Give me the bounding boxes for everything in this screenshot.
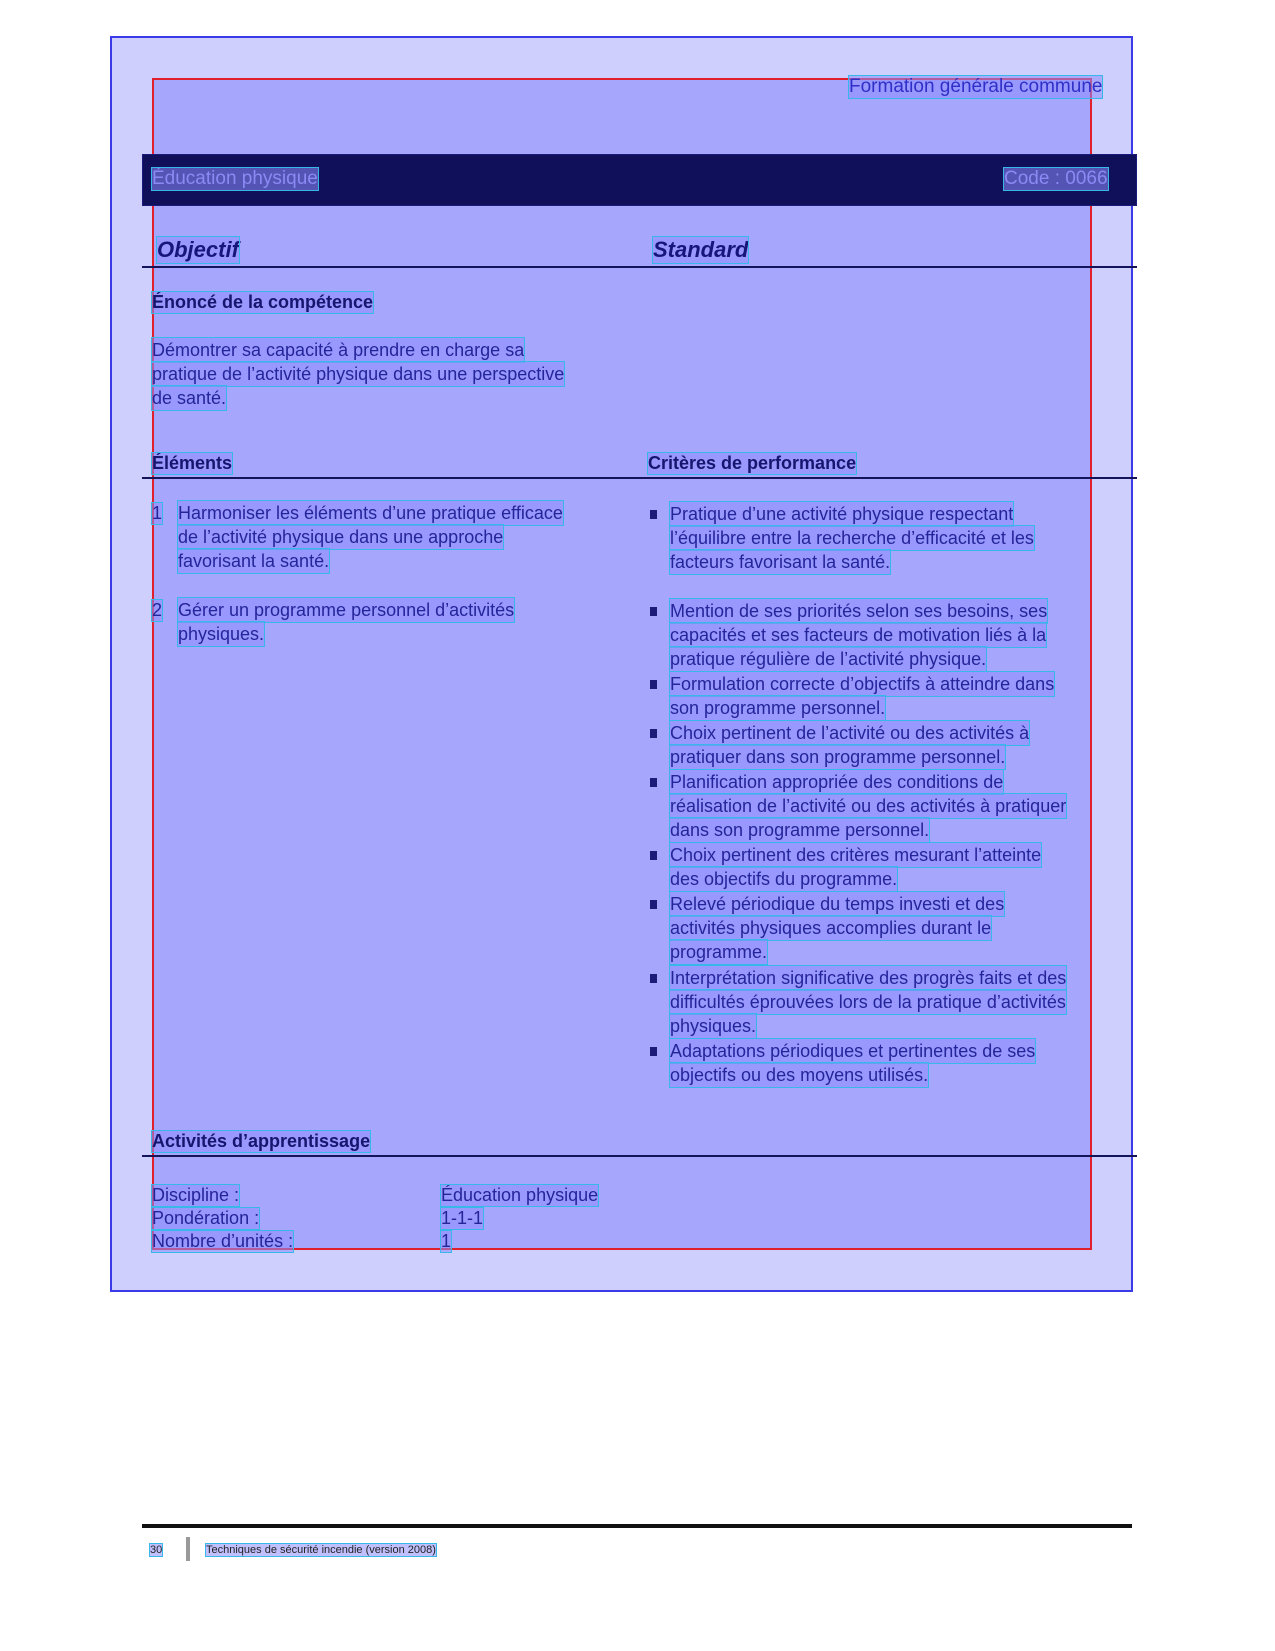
discipline-value: Éducation physique <box>441 1185 599 1205</box>
criterion-line: l’équilibre entre la recherche d’efficacité et les <box>670 528 1034 548</box>
bullet-icon <box>650 851 657 860</box>
element-line: Gérer un programme personnel d’activités <box>178 600 515 620</box>
criterion-item <box>670 721 1130 769</box>
criterion-line: dans son programme personnel. <box>670 820 930 840</box>
competency-line: Démontrer sa capacité à prendre en charge sa <box>152 340 525 360</box>
bullet-icon <box>650 900 657 909</box>
standard-heading: Standard <box>653 237 749 262</box>
criterion-line: Adaptations périodiques et pertinentes de ses <box>670 1041 1036 1061</box>
bullet-icon <box>650 510 657 519</box>
course-title: Éducation physique <box>152 168 318 189</box>
criterion-line: Mention de ses priorités selon ses besoins, ses <box>670 601 1048 621</box>
bullet-icon <box>650 680 657 689</box>
criterion-item <box>670 502 1130 574</box>
bullet-icon <box>650 1047 657 1056</box>
criterion-item <box>670 599 1130 671</box>
element-line: de l’activité physique dans une approche <box>178 527 504 547</box>
criterion-line: pratiquer dans son programme personnel. <box>670 747 1006 767</box>
criterion-line: difficultés éprouvées lors de la pratique d’activités <box>670 992 1066 1012</box>
bullet-icon <box>650 974 657 983</box>
criterion-line: objectifs ou des moyens utilisés. <box>670 1065 929 1085</box>
element-line: Harmoniser les éléments d’une pratique efficace <box>178 503 563 523</box>
criterion-item <box>670 672 1130 720</box>
weighting-label: Pondération : <box>152 1208 260 1228</box>
criterion-line: physiques. <box>670 1016 757 1036</box>
footer-rule <box>142 1524 1132 1528</box>
criterion-line: Choix pertinent des critères mesurant l’atteinte <box>670 845 1042 865</box>
bullet-icon <box>650 607 657 616</box>
criteria-heading: Critères de performance <box>648 453 857 473</box>
competency-text <box>152 338 632 410</box>
course-code: Code : 0066 <box>1004 168 1108 189</box>
criterion-line: Pratique d’une activité physique respectant <box>670 504 1014 524</box>
program-label: Formation générale commune <box>849 76 1103 97</box>
divider <box>142 1155 1137 1157</box>
criterion-line: capacités et ses facteurs de motivation liés à la <box>670 625 1047 645</box>
units-label: Nombre d’unités : <box>152 1231 294 1251</box>
criterion-line: facteurs favorisant la santé. <box>670 552 891 572</box>
criterion-item <box>670 770 1130 842</box>
element-line: favorisant la santé. <box>178 551 330 571</box>
element-item <box>178 501 658 573</box>
learning-heading: Activités d’apprentissage <box>152 1131 371 1151</box>
criterion-item <box>670 892 1130 964</box>
footer-separator <box>186 1537 190 1561</box>
criterion-item <box>670 1039 1130 1087</box>
competency-line: pratique de l’activité physique dans une perspective <box>152 364 565 384</box>
criterion-item <box>670 966 1130 1038</box>
bullet-icon <box>650 778 657 787</box>
element-line: physiques. <box>178 624 265 644</box>
competency-line: de santé. <box>152 388 227 408</box>
criterion-line: réalisation de l’activité ou des activités à pratiquer <box>670 796 1067 816</box>
divider <box>142 266 1137 268</box>
divider <box>142 477 1137 479</box>
criterion-line: Choix pertinent de l’activité ou des activités à <box>670 723 1030 743</box>
criterion-line: programme. <box>670 942 768 962</box>
bullet-icon <box>650 729 657 738</box>
criterion-line: Formulation correcte d’objectifs à atteindre dans <box>670 674 1055 694</box>
units-value: 1 <box>441 1231 452 1251</box>
criterion-line: des objectifs du programme. <box>670 869 898 889</box>
page-number: 30 <box>150 1544 163 1556</box>
criterion-line: Relevé périodique du temps investi et des <box>670 894 1005 914</box>
competency-heading: Énoncé de la compétence <box>152 292 374 312</box>
criterion-line: Interprétation significative des progrès faits et des <box>670 968 1067 988</box>
element-number: 1 <box>152 503 163 523</box>
element-item <box>178 598 658 646</box>
criterion-line: son programme personnel. <box>670 698 886 718</box>
element-number: 2 <box>152 600 163 620</box>
criterion-line: pratique régulière de l’activité physique. <box>670 649 987 669</box>
objective-heading: Objectif <box>157 237 239 262</box>
weighting-value: 1-1-1 <box>441 1208 484 1228</box>
footer-title: Techniques de sécurité incendie (version 2008) <box>206 1544 436 1556</box>
criterion-item <box>670 843 1130 891</box>
criterion-line: activités physiques accomplies durant le <box>670 918 992 938</box>
criterion-line: Planification appropriée des conditions de <box>670 772 1004 792</box>
elements-heading: Éléments <box>152 453 233 473</box>
discipline-label: Discipline : <box>152 1185 240 1205</box>
